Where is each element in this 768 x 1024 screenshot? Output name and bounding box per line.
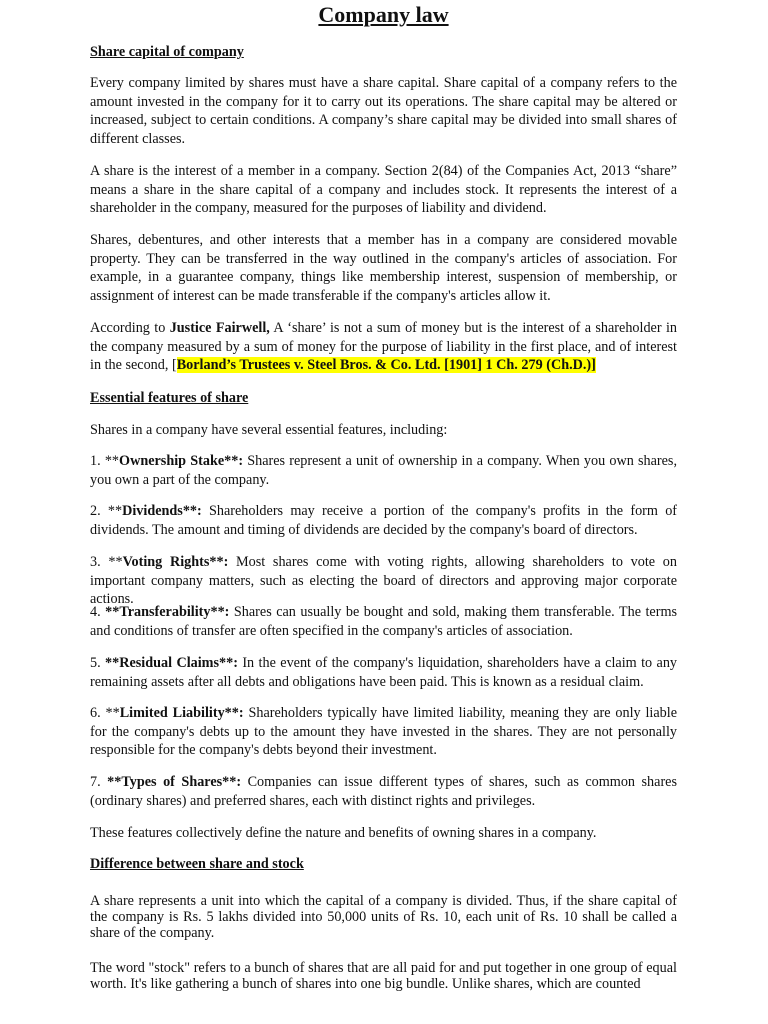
features-outro: These features collectively define the nature and benefits of owning shares in a company. (90, 825, 597, 841)
features-intro: Shares in a company have several essential features, including: (90, 422, 448, 438)
list-item: 3. **Voting Rights**: Most shares come with voting rights, allowing shareholders to vote on important company matters, such as electing the board of directors and approving major corporate actions. (90, 554, 677, 608)
section-heading-essential-features: Essential features of share (90, 390, 249, 406)
list-item: 7. **Types of Shares**: Companies can issue different types of shares, such as common shares (ordinary shares) and preferred shares, each with distinct rights and privileges. (90, 774, 677, 809)
quote-lead: According to (90, 320, 170, 336)
paragraph-justice-fairwell (90, 319, 677, 375)
list-item: 6. **Limited Liability**: Shareholders typically have limited liability, meaning they are only liable for the company's debts up to the amount they have invested in the shares. They are not personally responsible for the company's debts beyond their investment. (90, 705, 678, 759)
paragraph-movable-property: Shares, debentures, and other interests that a member has in a company are considered movable property. They can be transferred in the way outlined in the company's articles of association. For example, in a guarantee company, things like membership interest, suspension of membership, or assignment of interest can be made transferable if the company's articles allow it. (90, 232, 677, 304)
paragraph-share-capital-definition: Every company limited by shares must have a share capital. Share capital of a company refers to the amount invested in the company for it to carry out its operations. The share capital may be altered or increased, subject to certain conditions. A company’s share capital may be divided into small shares of different classes. (90, 75, 677, 147)
judge-name: Justice Fairwell, (169, 320, 270, 336)
document-title: Company law (318, 2, 449, 27)
paragraph-share-unit: A share represents a unit into which the capital of a company is divided. Thus, if the share capital of the company is Rs. 5 lakhs divided into 50,000 units of Rs. 10, each unit of Rs. 10 shall be called a share of the company. (90, 893, 677, 941)
list-item: 5. **Residual Claims**: In the event of the company's liquidation, shareholders have a claim to any remaining assets after all debts and obligations have been paid. This is known as a residual claim. (90, 655, 678, 690)
paragraph-stock-definition: The word "stock" refers to a bunch of shares that are all paid for and put together in one group of equal worth. It's like gathering a bunch of shares into one big bundle. Unlike shares, which are counted (90, 960, 677, 992)
section-heading-share-vs-stock: Difference between share and stock (90, 856, 304, 872)
section-heading-share-capital: Share capital of company (90, 44, 244, 60)
case-citation-highlight: Borland’s Trustees v. Steel Bros. & Co. Ltd. [1901] 1 Ch. 279 (Ch.D.)] (176, 357, 596, 374)
paragraph-share-definition: A share is the interest of a member in a company. Section 2(84) of the Companies Act, 2013 “share” means a share in the share capital of a company and includes stock. It represents the interest of a shareholder in the company, measured for the purposes of liability and dividend. (90, 163, 677, 217)
list-item: 1. **Ownership Stake**: Shares represent a unit of ownership in a company. When you own shares, you own a part of the company. (90, 453, 677, 488)
list-item: 4. **Transferability**: Shares can usually be bought and sold, making them transferable. The terms and conditions of transfer are often specified in the company's articles of association. (90, 604, 678, 639)
quote-text: A ‘share’ is not a sum of money but is the interest of a shareholder in the company measured by a sum of money for the purpose of liability in the first place, and of interest in the second, [ (90, 320, 677, 374)
list-item: 2. **Dividends**: Shareholders may receive a portion of the company's profits in the form of dividends. The amount and timing of dividends are decided by the company's board of directors. (90, 503, 678, 538)
